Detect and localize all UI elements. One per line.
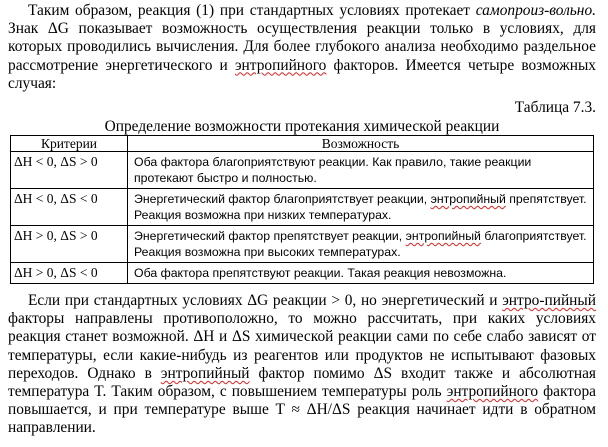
possibility-text: Энергетический фактор благоприятствует реакции, bbox=[134, 192, 431, 207]
paragraph-intro-text: Таким образом, реакция (1) при стандартных условиях протекает bbox=[28, 2, 476, 19]
spellcheck-marked-word: энтропийный bbox=[430, 192, 506, 207]
spellcheck-marked-word: энтропийного bbox=[446, 383, 539, 401]
possibility-text: препятствует. Реакция возможна при низких температурах. bbox=[134, 192, 587, 223]
possibility-cell bbox=[128, 189, 594, 226]
table-row bbox=[11, 152, 594, 189]
possibility-text: Энергетический фактор препятствует реакции, bbox=[134, 229, 406, 244]
table-row bbox=[11, 189, 594, 226]
criteria-cell: ΔH < 0, ΔS < 0 bbox=[11, 189, 128, 226]
paragraph-intro-text: факторов. Имеется четыре возможных случая: bbox=[8, 56, 596, 92]
table-header-row bbox=[11, 136, 594, 152]
paragraph-conditions-text: фактор помимо ΔS входит также и абсолютная температура T. Таким образом, с повышением температуры роль bbox=[8, 364, 596, 401]
spellcheck-marked-word: энтропийного bbox=[234, 56, 327, 74]
spellcheck-marked-word: энтро-пийный bbox=[502, 292, 596, 310]
paragraph-intro-text: Знак ΔG показывает возможность осуществления реакции только в условиях, для которых проводились вычисления. Для более глубокого анализа необходимо раздельное рассмотрение энергетического и bbox=[8, 20, 596, 74]
table-title: Определение возможности протекания химической реакции bbox=[104, 118, 500, 136]
table-row bbox=[11, 226, 594, 263]
paragraph-conditions-text: факторы направлены противоположно, то можно рассчитать, при каких условиях реакция станет возможной. ΔH и ΔS химической реакции сами по себе слабо зависят от температуры, если какие-нибудь из реагентов или продуктов не испытывают фазовых переходов. Однако в bbox=[8, 310, 596, 382]
table-number: Таблица 7.3. bbox=[514, 99, 596, 117]
document-page bbox=[8, 2, 596, 438]
paragraph-conditions-text: фактора повышается, и при температуре выше T ≈ ΔH/ΔS реакция начинает идти в обратном направлении. bbox=[8, 383, 597, 437]
paragraph-conditions bbox=[8, 292, 596, 438]
paragraph-intro bbox=[8, 2, 596, 93]
possibility-text: благоприятствует. Реакция возможна при высоких температурах. bbox=[134, 229, 587, 260]
possibility-cell: Оба фактора благоприятствуют реакции. Как правило, такие реакции протекают быстро и полностью. bbox=[128, 152, 594, 189]
italic-term: самопроиз-вольно. bbox=[475, 2, 596, 19]
possibility-cell: Оба фактора препятствуют реакции. Такая реакция невозможна. bbox=[128, 263, 594, 284]
spellcheck-marked-word: энтропийный bbox=[160, 364, 250, 382]
paragraph-conditions-text: Если при стандартных условиях ΔG реакции > 0, но энергетический и bbox=[28, 292, 503, 310]
criteria-cell: ΔH > 0, ΔS < 0 bbox=[11, 263, 128, 284]
criteria-table bbox=[10, 135, 594, 284]
table-row bbox=[11, 263, 594, 284]
criteria-cell: ΔH < 0, ΔS > 0 bbox=[11, 152, 128, 189]
possibility-cell bbox=[128, 226, 594, 263]
criteria-cell: ΔH > 0, ΔS > 0 bbox=[11, 226, 128, 263]
spellcheck-marked-word: энтропийный bbox=[405, 229, 481, 244]
header-possibility: Возможность bbox=[128, 136, 594, 152]
header-criteria: Критерии bbox=[11, 136, 128, 152]
